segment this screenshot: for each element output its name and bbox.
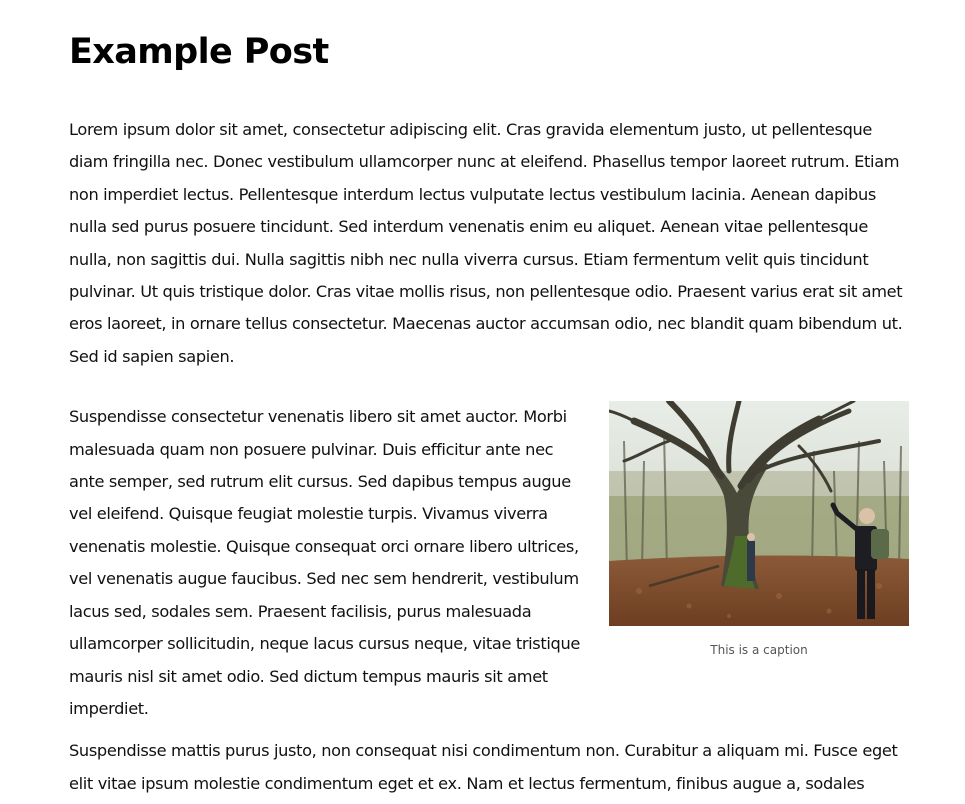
forest-tree-photo <box>609 401 909 626</box>
post-paragraph-3: Suspendisse mattis purus justo, non consequat nisi condimentum non. Curabitur a aliquam mi. Fusce eget elit vitae ipsum molestie condimentum eget et ex. Nam et lectus fermentum, finibus augue a, sodales <box>69 741 898 793</box>
post-title: Example Post <box>69 32 329 72</box>
post-paragraph-2: Suspendisse consectetur venenatis libero sit amet auctor. Morbi malesuada quam non posuere pulvinar. Duis efficitur ante nec ante semper, sed rutrum elit cursus. Sed dapibus tempus augue vel eleifend. Quisque feugiat molestie turpis. Vivamus viverra venenatis molestie. Quisque consequat orci ornare libero ultrices, vel venenatis augue faucibus. Sed nec sem hendrerit, vestibulum lacus sed, sodales sem. Praesent facilisis, purus malesuada ullamcorper sollicitudin, neque lacus cursus neque, vitae tristique mauris nisl sit amet odio. Sed dictum tempus mauris sit amet imperdiet. <box>69 407 580 718</box>
post-paragraph-1: Lorem ipsum dolor sit amet, consectetur adipiscing elit. Cras gravida elementum justo, ut pellentesque diam fringilla nec. Donec vestibulum ullamcorper nunc at eleifend. Phasellus tempor laoreet rutrum. Etiam non imperdiet lectus. Pellentesque interdum lectus vulputate lectus vestibulum lacinia. Aenean dapibus nulla sed purus posuere tincidunt. Sed interdum venenatis enim eu aliquet. Aenean vitae pellentesque nulla, non sagittis dui. Nulla sagittis nibh nec nulla viverra cursus. Etiam fermentum velit quis tincidunt pulvinar. Ut quis tristique dolor. Cras vitae mollis risus, non pellentesque odio. Praesent varius erat sit amet eros laoreet, in ornare tellus consectetur. Maecenas auctor accumsan odio, nec blandit quam bibendum ut. Sed id sapien sapien. <box>69 120 903 366</box>
post-section-with-figure <box>69 401 909 731</box>
post-figure <box>609 401 909 657</box>
post-article <box>69 0 909 800</box>
figure-caption: This is a caption <box>710 643 808 658</box>
